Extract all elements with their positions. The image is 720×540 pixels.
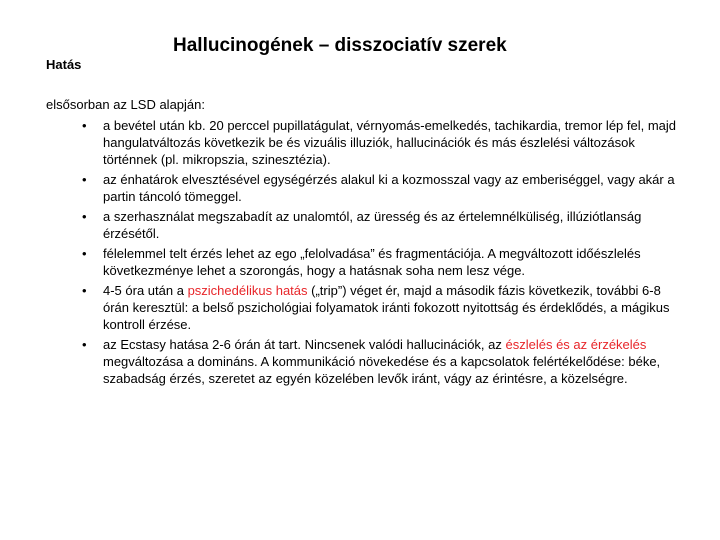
bullet-dot-icon: •	[82, 246, 87, 261]
highlight-perception: észlelés és az érzékelés	[505, 337, 647, 352]
bullet-item	[82, 117, 682, 168]
bullet-text: az énhatárok elvesztésével egységérzés alakul ki a kozmosszal vagy az emberiséggel, vagy akár a partin táncoló tömeggel.	[103, 172, 675, 204]
bullet-item	[82, 245, 682, 279]
bullet-item	[82, 171, 682, 205]
highlight-psychedelic-effect: pszichedélikus hatás	[187, 283, 308, 298]
bullet-text: a bevétel után kb. 20 perccel pupillatágulat, vérnyomás-emelkedés, tachikardia, tremor lép fel, majd hangulatváltozás következik be és vizuális illuziók, hallucinációk és más észlelési változások történnek (pl. mikropszia, szinesztézia).	[103, 118, 677, 167]
bullet-dot-icon: •	[82, 172, 87, 187]
bullet-text-continued: megváltozása a domináns. A kommunikáció növekedése és a kapcsolatok felértékelődése: béke, szabadság érzés, szeretet az egyén közelében levők iránt, vágy az érintésre, a közelségre.	[103, 354, 661, 386]
bullet-item	[82, 336, 682, 387]
bullet-text: az Ecstasy hatása 2-6 órán át tart. Nincsenek valódi hallucinációk, az	[103, 337, 506, 352]
bullet-dot-icon: •	[82, 209, 87, 224]
bullet-item	[82, 208, 682, 242]
bullet-dot-icon: •	[82, 283, 87, 298]
bullet-dot-icon: •	[82, 118, 87, 133]
intro-text: elsősorban az LSD alapján:	[46, 97, 205, 112]
bullet-text: félelemmel telt érzés lehet az ego „felolvadása” és fragmentációja. A megváltozott időészlelés következménye lehet a szorongás, hogy a hatásnak soha nem lesz vége.	[103, 246, 641, 278]
bullet-text: a szerhasználat megszabadít az unalomtól, az üresség és az értelemnélküliség, illúziótlanság érzésétől.	[103, 209, 642, 241]
bullet-dot-icon: •	[82, 337, 87, 352]
bullet-list	[82, 117, 682, 390]
slide-title: Hallucinogének – disszociatív szerek	[173, 35, 507, 56]
bullet-text: 4-5 óra után a	[103, 283, 188, 298]
bullet-item	[82, 282, 682, 333]
bullet-text-continued: („trip”) véget ér, majd a második fázis következik, további 6-8 órán keresztül: a belső pszichológiai folyamatok iránti fokozott nyitottság és érdeklődés, a mágikus kontroll érzése.	[103, 283, 670, 332]
section-label: Hatás	[46, 57, 82, 72]
